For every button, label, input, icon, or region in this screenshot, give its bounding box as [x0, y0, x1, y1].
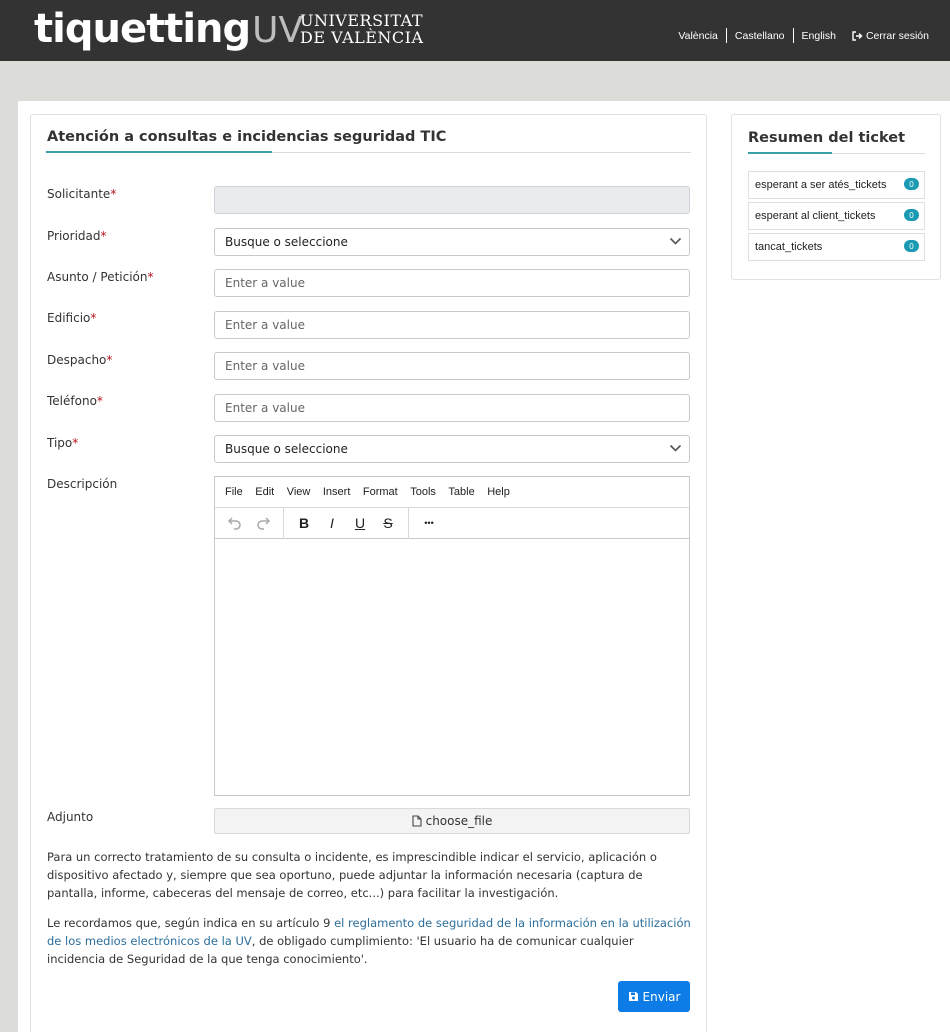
despacho-label: Despacho* [47, 353, 113, 367]
count-badge: 0 [904, 209, 919, 221]
editor-toolbar [215, 508, 689, 539]
summary-item-waiting-attention[interactable]: esperant a ser atés_tickets 0 [748, 171, 925, 199]
logout-link[interactable] [844, 29, 929, 43]
menu-table[interactable]: Table [448, 486, 475, 498]
submit-button[interactable] [618, 981, 690, 1012]
edificio-label: Edificio* [47, 311, 97, 325]
tipo-label: Tipo* [47, 436, 79, 450]
sign-out-icon [852, 31, 863, 41]
chevron-down-icon [669, 444, 682, 453]
italic-button[interactable]: I [330, 515, 334, 531]
telefono-label: Teléfono* [47, 394, 103, 408]
info-note-2: Le recordamos que, según indica en su artículo 9 el reglamento de seguridad de la información en la utilización de los medios electrónicos de la UV, de obligado cumplimiento: 'El usuario ha de comunicar cualquier incidencia de Seguridad de la que tenga conocimiento'. [47, 916, 691, 966]
lang-castellano-link[interactable]: Castellano [734, 29, 785, 42]
ticket-form-card [30, 114, 707, 1032]
university-line2: DE VALÈNCIA [300, 28, 424, 47]
description-editor [214, 476, 690, 796]
asunto-label: Asunto / Petición* [47, 270, 154, 284]
ticket-summary-card [731, 114, 941, 280]
choose-file-button[interactable] [214, 808, 690, 834]
history-group [215, 508, 284, 539]
university-line1: UNIVERSITAT [300, 11, 424, 30]
prioridad-value: Busque o seleccione [225, 235, 348, 249]
lang-english-link[interactable]: English [801, 29, 836, 42]
regulation-link[interactable]: el reglamento de seguridad de la información en la utilización de los medios electrónicos de la UV [47, 916, 691, 948]
tiquetinguv-logo[interactable] [34, 4, 303, 54]
menu-tools[interactable]: Tools [410, 486, 436, 498]
prioridad-label: Prioridad* [47, 229, 107, 243]
menu-format[interactable]: Format [362, 486, 398, 498]
summary-item-closed[interactable]: tancat_tickets 0 [748, 233, 925, 261]
menu-insert[interactable]: Insert [322, 486, 351, 498]
redo-button[interactable] [249, 510, 277, 536]
menu-edit[interactable]: Edit [255, 486, 275, 498]
menu-file[interactable]: File [225, 486, 243, 498]
menu-help[interactable]: Help [487, 486, 510, 498]
undo-icon [227, 516, 243, 530]
top-bar [0, 0, 950, 61]
title-rule-accent [46, 151, 272, 153]
brand-suffix: UV [252, 10, 304, 51]
more-button[interactable]: ••• [424, 518, 434, 528]
tipo-select[interactable] [214, 435, 690, 463]
chevron-down-icon [669, 237, 682, 246]
choose-file-label: choose_file [425, 814, 493, 828]
editor-menubar [215, 477, 689, 508]
adjunto-label: Adjunto [47, 810, 94, 824]
telefono-input[interactable]: Enter a value [214, 394, 690, 422]
despacho-input[interactable]: Enter a value [214, 352, 690, 380]
more-group [409, 508, 449, 539]
bold-button[interactable]: B [298, 515, 310, 531]
file-icon [412, 815, 422, 827]
universitat-valencia-logo[interactable] [300, 11, 424, 51]
brand-main-text: tiquetting [34, 6, 251, 52]
solicitante-label: Solicitante* [47, 187, 117, 201]
summary-rule-accent [748, 152, 832, 154]
submit-label: Enviar [642, 989, 681, 1004]
asunto-input[interactable]: Enter a value [214, 269, 690, 297]
menu-view[interactable]: View [286, 486, 311, 498]
form-title: Atención a consultas e incidencias seguridad TIC [47, 129, 447, 145]
summary-title: Resumen del ticket [748, 130, 906, 146]
info-note-1: Para un correcto tratamiento de su consulta o incidente, es imprescindible indicar el servicio, aplicación o dispositivo afectado y, siempre que sea oportuno, puede adjuntar la información necesaria (captura de pantalla, informe, cabeceras del mensaje de correo, etc...) para facilitar la investigación. [47, 850, 657, 900]
editor-content-area[interactable] [215, 539, 689, 795]
count-badge: 0 [904, 178, 919, 190]
format-group [284, 508, 409, 539]
lang-valencia-link[interactable]: València [678, 29, 718, 42]
redo-icon [255, 516, 271, 530]
descripcion-label: Descripción [47, 477, 118, 491]
solicitante-input[interactable] [214, 186, 690, 214]
underline-button[interactable]: U [354, 515, 366, 531]
save-icon [628, 991, 639, 1002]
summary-item-waiting-client[interactable]: esperant al client_tickets 0 [748, 202, 925, 230]
tipo-value: Busque o seleccione [225, 442, 348, 456]
count-badge: 0 [904, 240, 919, 252]
language-links [670, 28, 929, 43]
undo-button[interactable] [221, 510, 249, 536]
logout-label: Cerrar sesión [865, 29, 929, 42]
strikethrough-button[interactable]: S [383, 515, 393, 531]
edificio-input[interactable]: Enter a value [214, 311, 690, 339]
prioridad-select[interactable] [214, 228, 690, 256]
